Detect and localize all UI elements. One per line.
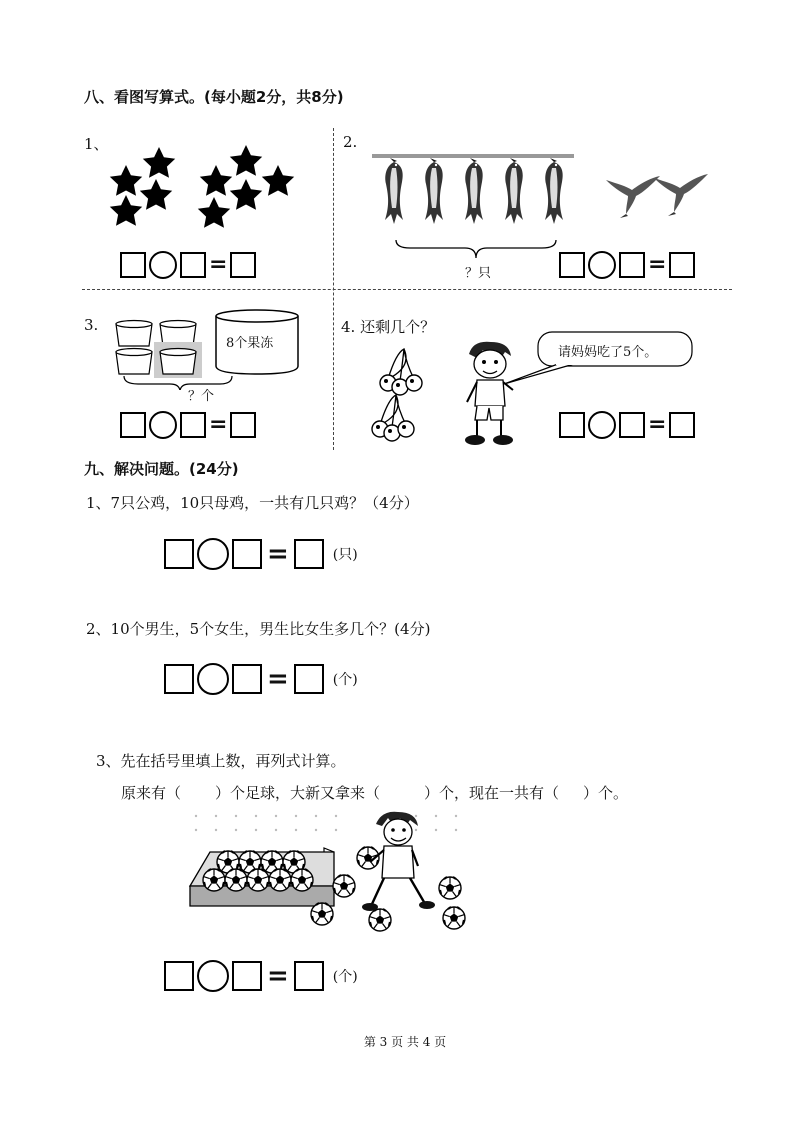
- q3-number: 3.: [84, 316, 99, 334]
- swallow-icon: [545, 158, 563, 224]
- problem-1-text: 1、7只公鸡，10只母鸡，一共有几只鸡？（4分）: [86, 494, 419, 512]
- swallow-icon: [465, 158, 483, 224]
- operator-circle[interactable]: [149, 251, 177, 279]
- operator-circle[interactable]: [588, 251, 616, 279]
- answer-box[interactable]: [669, 412, 695, 438]
- q3-equation: [120, 411, 256, 439]
- soccer-ball-icon: [369, 909, 391, 931]
- swallow-icon: [606, 176, 660, 218]
- swallow-icon: [654, 174, 708, 216]
- answer-box[interactable]: [559, 252, 585, 278]
- cup-icon: [116, 349, 152, 375]
- sentence-part: ）个，现在一共有（: [424, 784, 560, 802]
- equals-sign: =: [648, 252, 667, 277]
- answer-box[interactable]: [669, 252, 695, 278]
- operator-circle[interactable]: [197, 663, 229, 695]
- brace: [124, 376, 232, 390]
- equals-sign: =: [209, 252, 228, 277]
- soccer-ball-icon: [443, 907, 465, 929]
- problem-3-title: 3、先在括号里填上数，再列式计算。: [96, 752, 346, 770]
- answer-box[interactable]: [294, 961, 324, 991]
- stars-illustration: [104, 142, 300, 232]
- soccer-ball-icon: [333, 875, 355, 897]
- answer-box[interactable]: [164, 539, 194, 569]
- sentence-part: 原来有（: [121, 784, 182, 802]
- speech-bubble-text: 请妈妈吃了5个。: [558, 345, 658, 360]
- equals-sign: =: [267, 961, 289, 991]
- star-icon: [110, 165, 142, 196]
- cherry-icon: [380, 349, 422, 395]
- q2-bracket-label: ？只: [465, 266, 492, 281]
- equals-sign: =: [209, 412, 228, 437]
- swallow-icon: [425, 158, 443, 224]
- answer-box[interactable]: [232, 664, 262, 694]
- star-icon: [140, 179, 172, 210]
- answer-box[interactable]: [232, 961, 262, 991]
- star-icon: [230, 145, 262, 176]
- answer-box[interactable]: [230, 412, 256, 438]
- operator-circle[interactable]: [588, 411, 616, 439]
- q4-title: 4. 还剩几个？: [341, 318, 436, 336]
- unit-label: (个): [332, 672, 358, 688]
- section-9-heading: 九、解决问题。(24分): [84, 460, 239, 478]
- soccer-ball-icon: [439, 877, 461, 899]
- q2-number: 2.: [343, 133, 358, 151]
- soccer-ball-icon: [247, 869, 269, 891]
- problem-2-text: 2、10个男生，5个女生，男生比女生多几个？(4分): [86, 620, 431, 638]
- cherries-illustration: [370, 345, 440, 445]
- sentence-part: ）个足球，大新又拿来（: [215, 784, 381, 802]
- q3-bracket-label: ？个: [188, 389, 215, 404]
- page-footer: 第 3 页 共 4 页: [363, 1035, 447, 1049]
- brace: [396, 240, 556, 258]
- q2-equation: [559, 251, 695, 279]
- section-8-heading: 八、看图写算式。(每小题2分，共8分): [84, 88, 344, 106]
- q1-equation: [120, 251, 256, 279]
- horizontal-divider: [82, 289, 732, 290]
- answer-box[interactable]: [180, 252, 206, 278]
- answer-box[interactable]: [164, 664, 194, 694]
- answer-box[interactable]: [619, 252, 645, 278]
- soccer-ball-icon: [269, 869, 291, 891]
- soccer-illustration: [186, 808, 476, 938]
- soccer-ball-icon: [311, 903, 333, 925]
- star-icon: [143, 147, 175, 178]
- equals-sign: =: [648, 412, 667, 437]
- problem-2-equation: [164, 663, 358, 695]
- soccer-ball-icon: [225, 869, 247, 891]
- sentence-part: ）个。: [583, 784, 629, 802]
- q4-equation: [559, 411, 695, 439]
- answer-box[interactable]: [294, 664, 324, 694]
- answer-box[interactable]: [232, 539, 262, 569]
- answer-box[interactable]: [230, 252, 256, 278]
- problem-1-equation: [164, 538, 358, 570]
- star-icon: [110, 195, 142, 226]
- star-icon: [230, 179, 262, 210]
- soccer-ball-icon: [203, 869, 225, 891]
- equals-sign: =: [267, 539, 289, 569]
- unit-label: (个): [332, 969, 358, 985]
- dot-background: [195, 815, 457, 831]
- answer-box[interactable]: [294, 539, 324, 569]
- soccer-ball-icon: [291, 869, 313, 891]
- jar-label: 8个果冻: [226, 336, 274, 351]
- answer-box[interactable]: [619, 412, 645, 438]
- answer-box[interactable]: [559, 412, 585, 438]
- cherry-icon: [372, 395, 414, 441]
- star-icon: [198, 197, 230, 228]
- star-icon: [262, 165, 294, 196]
- operator-circle[interactable]: [197, 538, 229, 570]
- swallow-icon: [385, 158, 403, 224]
- answer-box[interactable]: [120, 252, 146, 278]
- equals-sign: =: [267, 664, 289, 694]
- unit-label: (只): [332, 547, 358, 563]
- operator-circle[interactable]: [149, 411, 177, 439]
- q1-number: 1、: [84, 135, 109, 153]
- problem-3-sentence: [121, 782, 628, 803]
- star-icon: [200, 165, 232, 196]
- cup-icon: [116, 321, 152, 347]
- answer-box[interactable]: [164, 961, 194, 991]
- operator-circle[interactable]: [197, 960, 229, 992]
- problem-3-equation: [164, 960, 358, 992]
- swallow-icon: [505, 158, 523, 224]
- cup-icon: [160, 349, 196, 375]
- answer-box[interactable]: [120, 412, 146, 438]
- answer-box[interactable]: [180, 412, 206, 438]
